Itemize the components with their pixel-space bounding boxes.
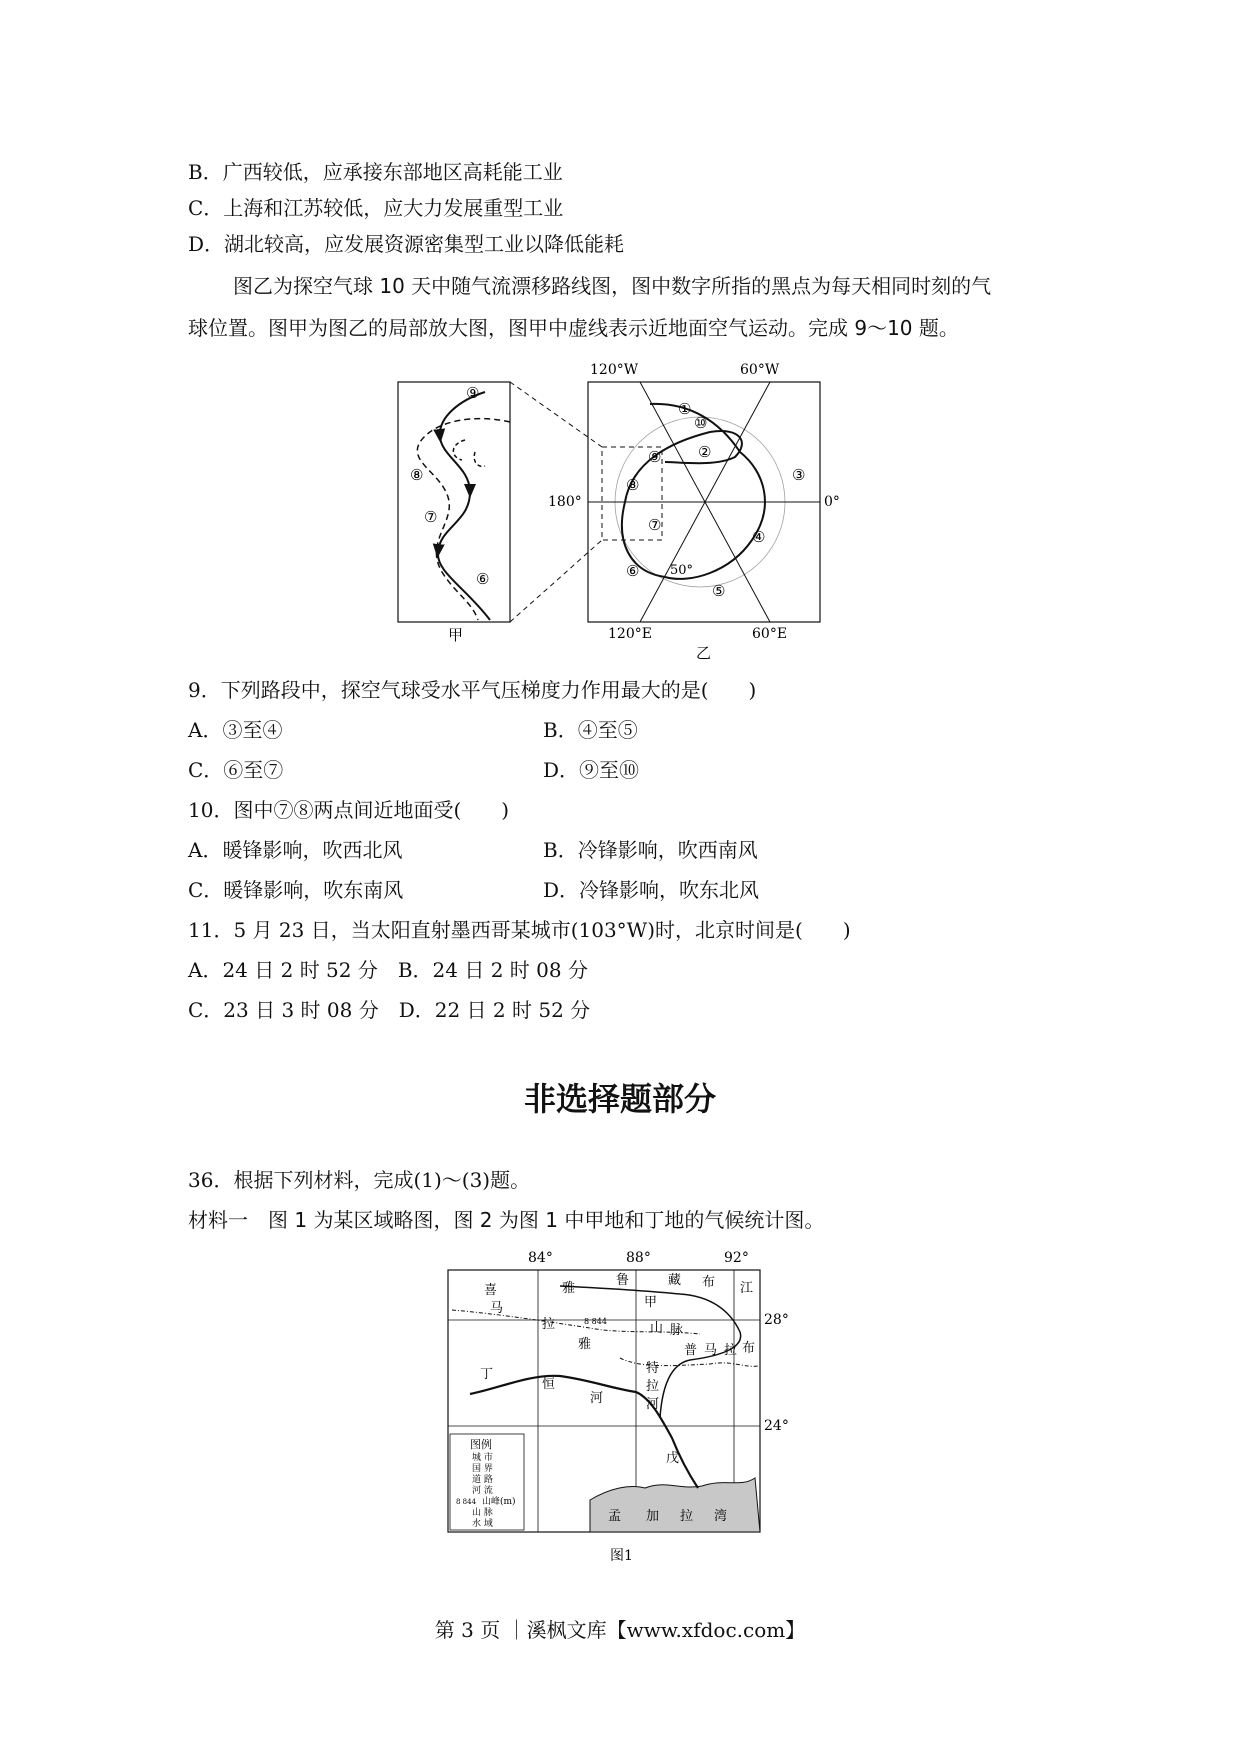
map-legend-road: 道 路 (472, 1475, 493, 1485)
map-legend-river: 河 流 (472, 1486, 493, 1496)
q10-option-c: C．暖锋影响，吹东南风 (188, 878, 404, 902)
map-label-heng: 恒 (542, 1377, 556, 1392)
map-label-jia2: 加 (646, 1509, 660, 1524)
map-legend-city: 城 市 (472, 1453, 493, 1463)
q36-stem: 36．根据下列材料，完成(1)～(3)题。 (188, 1168, 531, 1192)
figure-jia-label: 甲 (448, 626, 464, 644)
map-label-xi: 喜 (484, 1283, 498, 1298)
point-5: ⑤ (712, 582, 726, 600)
intro-line-1: 图乙为探空气球 10 天中随气流漂移路线图，图中数字所指的黑点为每天相同时刻的气 (233, 274, 992, 298)
q10-option-b: B．冷锋影响，吹西南风 (543, 838, 758, 862)
map-label-te: 特 (646, 1361, 660, 1376)
map-label-ya: 雅 (562, 1281, 576, 1296)
map-label-wu: 戊 (666, 1451, 680, 1466)
label-50: 50° (670, 563, 694, 578)
map-figure-1 (440, 1248, 800, 1570)
map-label-shan: 山 (650, 1321, 664, 1336)
option-b-prev: B．广西较低，应承接东部地区高耗能工业 (188, 160, 563, 184)
point-10: ⑩ (694, 414, 708, 432)
point-8: ⑧ (626, 476, 640, 494)
map-lat-28: 28° (764, 1312, 789, 1328)
map-label-pu: 普 (684, 1343, 698, 1358)
point-6: ⑥ (626, 562, 640, 580)
q9-option-d: D．⑨至⑩ (543, 758, 640, 782)
map-label-la: 拉 (542, 1317, 556, 1332)
map-label-meng: 孟 (608, 1509, 622, 1524)
map-label-ding: 丁 (480, 1367, 494, 1382)
figure-yi-label: 乙 (696, 644, 712, 662)
point-3: ③ (792, 466, 806, 484)
map-label-he2: 河 (590, 1391, 604, 1406)
map-legend-peak-value: 8 844 (456, 1498, 477, 1506)
map-legend-peak: 山峰(m) (482, 1497, 516, 1507)
map-lon-88: 88° (626, 1250, 651, 1266)
point-7-jia: ⑦ (424, 508, 438, 526)
map-lon-92: 92° (724, 1250, 749, 1266)
q11-stem: 11．5 月 23 日，当太阳直射墨西哥某城市(103°W)时，北京时间是( ) (188, 918, 851, 942)
intro-line-2: 球位置。图甲为图乙的局部放大图，图甲中虚线表示近地面空气运动。完成 9～10 题。 (188, 316, 959, 340)
map-label-mai: 脉 (670, 1323, 684, 1338)
q9-option-b: B．④至⑤ (543, 718, 638, 742)
point-2: ② (698, 443, 712, 461)
point-9-jia: ⑨ (466, 384, 480, 402)
figure-jia-frame (398, 382, 510, 622)
map-lon-84: 84° (528, 1250, 553, 1266)
map-label-ya2: 雅 (578, 1337, 592, 1352)
q36-material1: 材料一 图 1 为某区域略图，图 2 为图 1 中甲地和丁地的气候统计图。 (188, 1208, 825, 1232)
label-60w: 60°W (740, 362, 780, 378)
point-7: ⑦ (648, 516, 662, 534)
map-label-la3: 拉 (646, 1379, 660, 1394)
point-9: ⑨ (648, 448, 662, 466)
map-label-ma: 马 (490, 1301, 504, 1316)
map-label-he: 河 (646, 1397, 660, 1412)
map-lat-24: 24° (764, 1418, 789, 1434)
map-label-bu: 布 (702, 1275, 716, 1290)
q11-options-ab: A．24 日 2 时 52 分 B．24 日 2 时 08 分 (188, 958, 588, 982)
point-4: ④ (752, 528, 766, 546)
point-1: ① (678, 400, 692, 418)
q9-option-a: A．③至④ (188, 718, 283, 742)
option-c-prev: C．上海和江苏较低，应大力发展重型工业 (188, 196, 564, 220)
map-legend-mountain: 山 脉 (472, 1508, 493, 1518)
map-label-jia: 甲 (644, 1295, 658, 1310)
map-caption: 图1 (610, 1548, 633, 1564)
q10-stem: 10．图中⑦⑧两点间近地面受( ) (188, 798, 510, 822)
point-6-jia: ⑥ (476, 570, 490, 588)
label-180: 180° (548, 494, 582, 510)
q10-option-a: A．暖锋影响，吹西北风 (188, 838, 403, 862)
label-0: 0° (824, 494, 840, 510)
section-title: 非选择题部分 (523, 1080, 716, 1118)
map-legend-border: 国 界 (472, 1464, 493, 1474)
map-label-wan: 湾 (714, 1509, 728, 1524)
map-label-zang: 藏 (668, 1273, 682, 1288)
q9-stem: 9．下列路段中，探空气球受水平气压梯度力作用最大的是( ) (188, 678, 757, 702)
map-label-lu: 鲁 (616, 1273, 630, 1288)
q10-option-d: D．冷锋影响，吹东北风 (543, 878, 760, 902)
map-label-bu2: 布 (742, 1341, 756, 1356)
map-legend-water: 水 域 (472, 1519, 493, 1529)
page-footer: 第 3 页 ｜溪枫文库【www.xfdoc.com】 (434, 1618, 806, 1642)
figure-jia-yi (380, 362, 860, 662)
map-label-la4: 拉 (680, 1509, 694, 1524)
q11-options-cd: C．23 日 3 时 08 分 D．22 日 2 时 52 分 (188, 998, 591, 1022)
label-60e: 60°E (752, 626, 788, 642)
map-label-jiang: 江 (740, 1281, 754, 1296)
label-120w: 120°W (590, 362, 639, 378)
q9-option-c: C．⑥至⑦ (188, 758, 284, 782)
map-label-la2: 拉 (724, 1343, 738, 1358)
label-120e: 120°E (608, 626, 652, 642)
option-d-prev: D．湖北较高，应发展资源密集型工业以降低能耗 (188, 232, 625, 256)
map-legend-title: 图例 (470, 1438, 492, 1451)
map-peak-label: 8 844 (584, 1317, 607, 1326)
figure-jia-dashed-swirl (453, 440, 485, 466)
point-8-jia: ⑧ (410, 466, 424, 484)
map-label-ma2: 马 (704, 1343, 718, 1358)
